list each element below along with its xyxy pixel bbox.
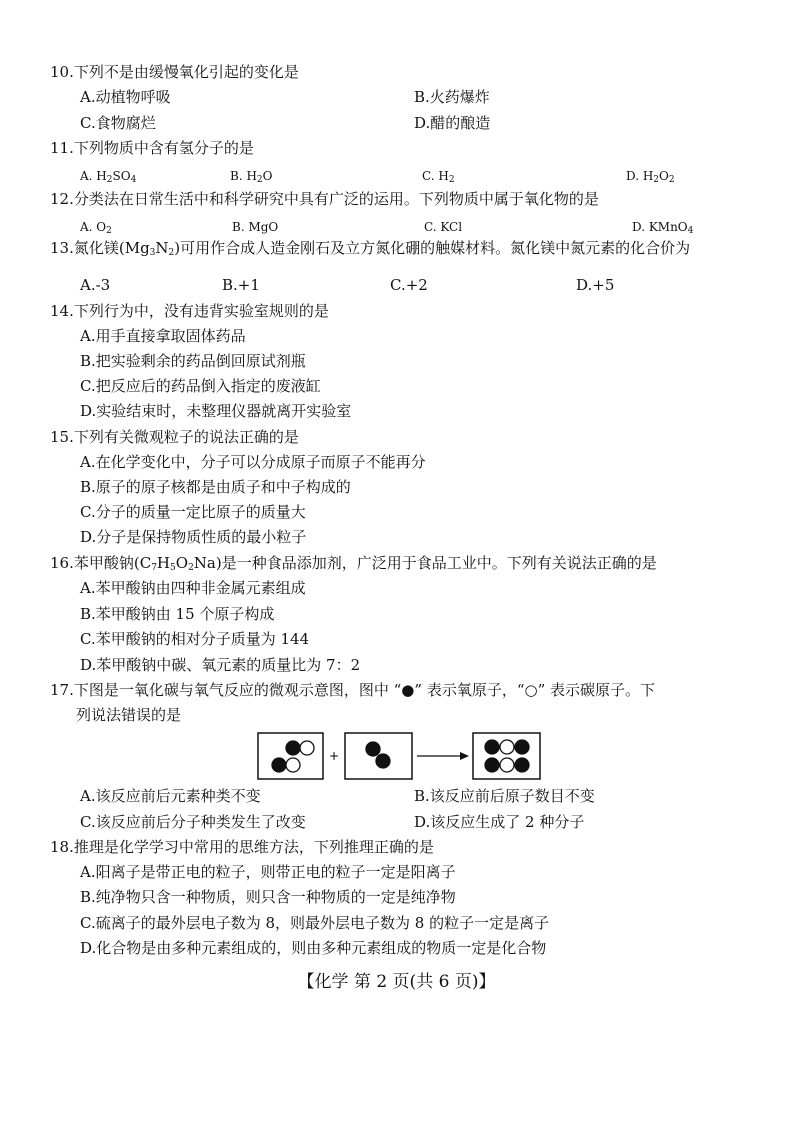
q17-option-c: C.该反应前后分子种类发生了改变: [80, 813, 306, 831]
q17-option-a: A.该反应前后元素种类不变: [80, 787, 261, 805]
oxygen-atom: [485, 740, 499, 754]
q16-option-b: B.苯甲酸钠由 15 个原子构成: [80, 605, 275, 623]
q14-option-a: A.用手直接拿取固体药品: [80, 327, 246, 345]
q13-option-d: D.+5: [576, 276, 615, 294]
q14-stem: 14.下列行为中，没有违背实验室规则的是: [50, 302, 329, 320]
q14-option-d: D.实验结束时，未整理仪器就离开实验室: [80, 402, 352, 420]
oxygen-atom: [366, 742, 380, 756]
q16-option-a: A.苯甲酸钠由四种非金属元素组成: [80, 579, 306, 597]
reaction-arrow: [417, 752, 469, 760]
q11-stem: 11.下列物质中含有氢分子的是: [50, 139, 254, 157]
q18-option-b: B.纯净物只含一种物质，则只含一种物质的一定是纯净物: [80, 888, 456, 906]
q15-option-d: D.分子是保持物质性质的最小粒子: [80, 528, 307, 546]
q12-option-c: C. KCl: [424, 220, 463, 234]
q13-stem: 13.氮化镁$(Mg_3N_2)$可用作合成人造金刚石及立方氮化硼的触媒材料。氮化镁中氮元素的化合价为: [50, 239, 691, 258]
q14-option-c: C.把反应后的药品倒入指定的废液缸: [80, 377, 321, 395]
q17-option-b: B.该反应前后原子数目不变: [414, 787, 595, 805]
q12-option-a: A. $O_2$: [80, 220, 112, 236]
carbon-atom: [500, 758, 514, 772]
product-co2-box: [473, 733, 540, 779]
carbon-atom: [286, 758, 300, 772]
oxygen-atom: [376, 754, 390, 768]
q11-option-b: B. $H_2O$: [230, 169, 273, 185]
q10-option-d: D.醋的酿造: [414, 114, 491, 132]
q12-stem: 12.分类法在日常生活中和科学研究中具有广泛的运用。下列物质中属于氧化物的是: [50, 190, 599, 208]
reactant-o2-box: [345, 733, 412, 779]
q17-stem-line2: 列说法错误的是: [76, 706, 182, 724]
q18-option-d: D.化合物是由多种元素组成的，则由多种元素组成的物质一定是化合物: [80, 939, 547, 957]
q16-stem: 16.苯甲酸钠$(C_7H_5O_2Na)$是一种食品添加剂，广泛用于食品工业中。下列有关说法正确的是: [50, 554, 657, 573]
carbon-atom: [300, 741, 314, 755]
q15-option-c: C.分子的质量一定比原子的质量大: [80, 503, 306, 521]
oxygen-atom: [286, 741, 300, 755]
q12-option-d: D. KMnO$_4$: [632, 220, 694, 236]
page-footer: 【化学 第 2 页(共 6 页)】: [297, 972, 496, 992]
q15-option-a: A.在化学变化中，分子可以分成原子而原子不能再分: [80, 453, 426, 471]
q18-option-a: A.阳离子是带正电的粒子，则带正电的粒子一定是阳离子: [80, 863, 456, 881]
q17-option-d: D.该反应生成了 2 种分子: [414, 813, 585, 831]
q11-option-d: D. $H_2O_2$: [626, 169, 675, 185]
q10-option-b: B.火药爆炸: [414, 88, 490, 106]
q16-option-d: D.苯甲酸钠中碳、氧元素的质量比为 7：2: [80, 656, 361, 674]
reaction-diagram: [257, 731, 547, 781]
q16-option-c: C.苯甲酸钠的相对分子质量为 144: [80, 630, 310, 648]
q18-option-c: C.硫离子的最外层电子数为 8，则最外层电子数为 8 的粒子一定是离子: [80, 914, 550, 932]
q13-option-c: C.+2: [390, 276, 428, 294]
oxygen-atom: [485, 758, 499, 772]
q13-option-b: B.+1: [222, 276, 260, 294]
q15-option-b: B.原子的原子核都是由质子和中子构成的: [80, 478, 351, 496]
q10-option-a: A.动植物呼吸: [80, 88, 171, 106]
plus-sign: +: [328, 749, 340, 763]
q12-option-b: B. MgO: [232, 220, 279, 234]
q17-stem-line1: 17.下图是一氧化碳与氧气反应的微观示意图，图中 “●” 表示氧原子，“○” 表示碳原子。下: [50, 681, 656, 699]
q18-stem: 18.推理是化学学习中常用的思维方法，下列推理正确的是: [50, 838, 434, 856]
q14-option-b: B.把实验剩余的药品倒回原试剂瓶: [80, 352, 306, 370]
q10-stem: 10.下列不是由缓慢氧化引起的变化是: [50, 63, 299, 81]
q11-option-a: A. $H_2SO_4$: [80, 169, 137, 185]
q11-option-c: C. $H_2$: [422, 169, 455, 185]
carbon-atom: [500, 740, 514, 754]
reactant-co-box: [258, 733, 323, 779]
oxygen-atom: [272, 758, 286, 772]
q15-stem: 15.下列有关微观粒子的说法正确的是: [50, 428, 299, 446]
q10-option-c: C.食物腐烂: [80, 114, 156, 132]
q13-option-a: A.-3: [80, 276, 111, 294]
oxygen-atom: [515, 740, 529, 754]
oxygen-atom: [515, 758, 529, 772]
